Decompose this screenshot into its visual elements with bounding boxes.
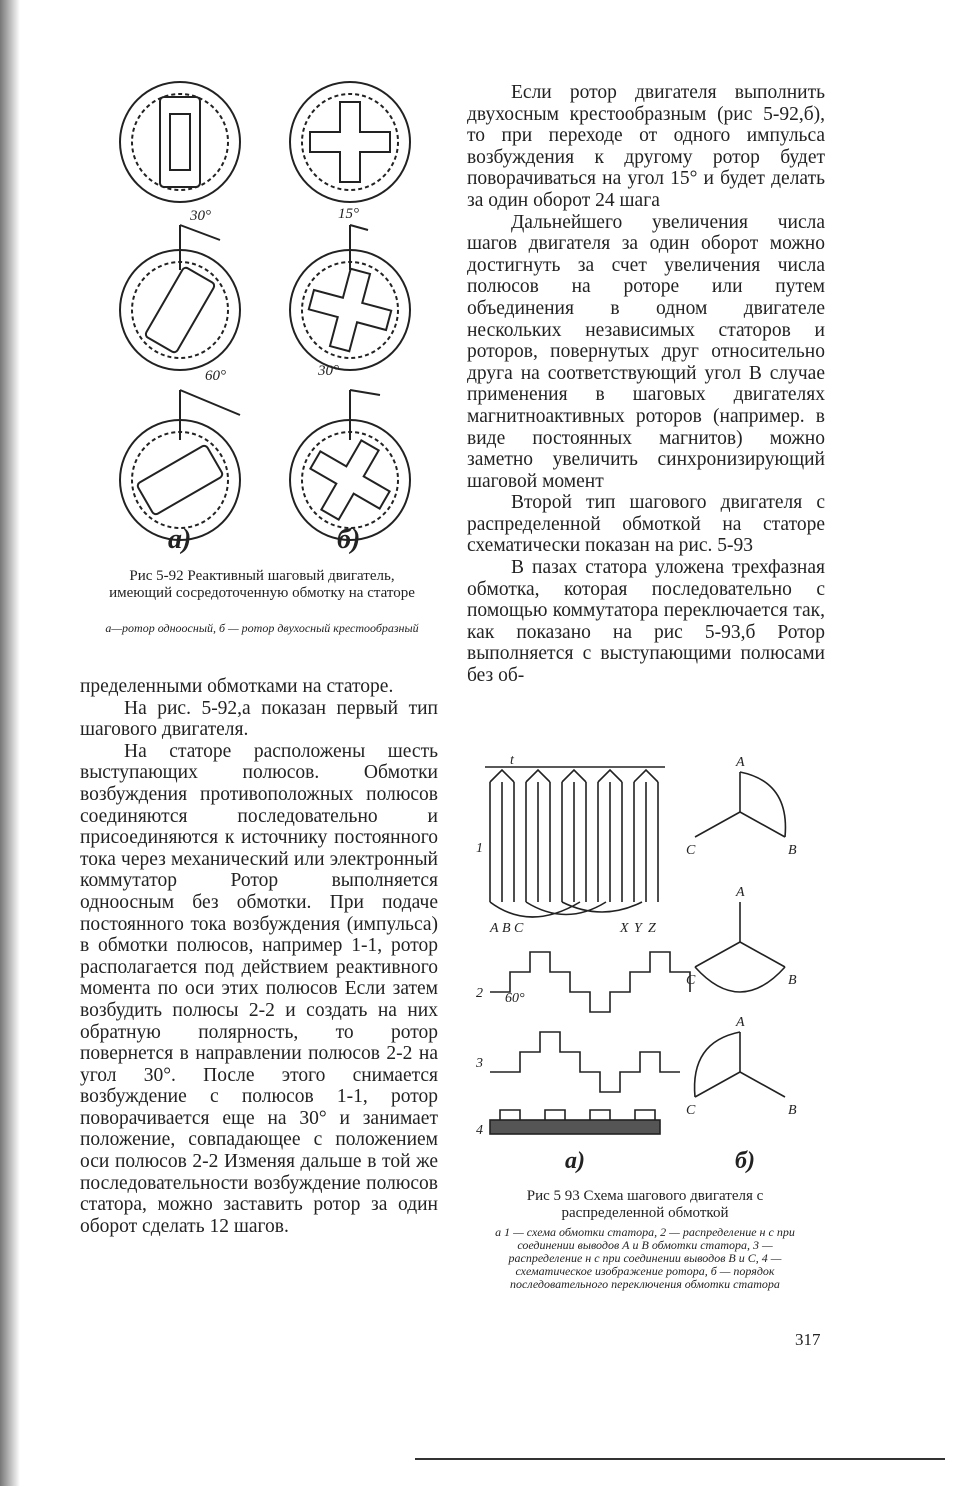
fig93-caption: Рис 5 93 Схема шагового двигателя с распределенной обмоткой	[526, 1188, 764, 1221]
label-angle-60: 60°	[505, 991, 525, 1006]
mmf-distribution-bc	[490, 1032, 680, 1092]
angle-b3: 30°	[318, 363, 339, 379]
terminal-x: X	[620, 921, 629, 936]
right-paragraph-1: Если ротор двигателя выполнить двухосным крестообразным (рис 5-92,б), то при переходе от одного импульса возбуждения к другому ротор будет поворачиваться на угол 15° и будет делать за один оборот 24 шага	[467, 82, 825, 211]
label-t: t	[510, 753, 514, 768]
fig92-caption: Рис 5-92 Реактивный шаговый двигатель, имеющий сосредоточенную обмотку на статоре	[109, 568, 415, 601]
fig93-label-a: а)	[565, 1148, 585, 1174]
left-paragraph-1: пределенными обмотками на статоре.	[80, 676, 394, 697]
page-number: 317	[795, 1330, 821, 1349]
fig93-subcaption: а 1 — схема обмотки статора, 2 — распределение н с при соединении выводов А и В обмотки статора, 3 — распределение н с при соединении выводов В и С, 4 — схематическое изображение ротора, б — порядок последовательного переключения обмотки статора	[495, 1225, 795, 1291]
star1-b: B	[788, 843, 797, 858]
terminal-y: Y	[634, 921, 642, 936]
stator-b2	[290, 225, 410, 370]
star2-c: C	[686, 973, 696, 988]
label-row-3: 3	[476, 1056, 483, 1071]
fig93-label-b: б)	[735, 1148, 755, 1174]
left-column-text	[80, 676, 438, 1237]
figure-5-93	[470, 752, 820, 1152]
terminal-a: A	[490, 921, 499, 936]
terminal-c: C	[514, 921, 524, 936]
stator-a2	[120, 225, 240, 370]
star3-a: A	[736, 1015, 745, 1030]
star3-c: C	[686, 1103, 696, 1118]
angle-a3: 60°	[205, 368, 226, 384]
star3-b: B	[788, 1103, 797, 1118]
fig92-subcaption: а—ротор одноосный, б — ротор двухосный крестообразный	[105, 621, 419, 635]
figure-5-92	[100, 70, 440, 570]
terminal-z: Z	[648, 921, 656, 936]
switching-star-2	[695, 902, 785, 992]
angle-a2: 30°	[190, 208, 211, 224]
star2-a: A	[736, 885, 745, 900]
left-paragraph-2: На рис. 5-92,а показан первый тип шагового двигателя.	[80, 697, 438, 741]
stator-b1	[290, 82, 410, 202]
right-paragraph-3: Второй тип шагового двигателя с распределенной обмоткой на статоре схематически показан на рис. 5-93	[467, 492, 825, 557]
stator-a1	[120, 82, 240, 202]
label-row-2: 2	[476, 986, 483, 1001]
switching-star-3	[695, 1032, 785, 1097]
stator-a3	[120, 390, 240, 540]
bottom-rule	[415, 1458, 945, 1460]
star1-c: C	[686, 843, 696, 858]
right-paragraph-2: Дальнейшего увеличения числа шагов двигателя за один оборот можно достигнуть за счет увеличения числа полюсов на роторе или путем объединения в одном двигателе нескольких независимых статоров и роторов, повернутых друг относительно друга на соответствующий угол В случае применения в шаговых двигателях магнитноактивных роторов (например. в виде постоянных магнитов) можно заметно увеличить синхронизирующий шаговой момент	[467, 211, 825, 492]
left-paragraph-3: На статоре расположены шесть выступающих полюсов. Обмотки возбуждения противоположных полюсов соединяются последовательно и присоединяются к источнику постоянного тока через механический или электронный коммутатор Ротор выполняется одноосным без обмотки. При подаче постоянного тока возбуждения (импульса) в обмотки полюсов, например 1-1, ротор располагается под действием реактивного момента по оси этих полюсов Если затем возбудить полюсы 2-2 и создать на них обратную полярность, то ротор повернется в направлении полюсов 2-2 на угол 30°. После этого снимается возбуждение с полюсов 1-1, ротор поворачивается еще на 30° и занимает положение, совпадающее с положением оси полюсов 2-2 Изменяя дальше в той же последовательности возбуждение полюсов статора, можно заставить ротор за один оборот сделать 12 шагов.	[80, 740, 438, 1237]
fig92-label-a: а)	[168, 524, 192, 555]
label-row-4: 4	[476, 1123, 483, 1138]
right-column-text	[467, 82, 825, 687]
rotor-schematic	[490, 1110, 660, 1134]
terminal-b: B	[502, 921, 511, 936]
angle-b2: 15°	[338, 206, 359, 222]
fig92-label-b: б)	[337, 524, 361, 555]
left-edge-shadow	[0, 0, 20, 1486]
switching-star-1	[695, 772, 785, 837]
star1-a: A	[736, 755, 745, 770]
stator-winding-scheme	[485, 767, 665, 917]
label-row-1: 1	[476, 841, 483, 856]
stator-b3	[290, 390, 410, 540]
right-paragraph-4: В пазах статора уложена трехфазная обмотка, которая последовательно с помощью коммутатора переключается так, как показано на рис 5-93,б Ротор выполняется с выступающими полюсами без об-	[467, 557, 825, 687]
star2-b: B	[788, 973, 797, 988]
